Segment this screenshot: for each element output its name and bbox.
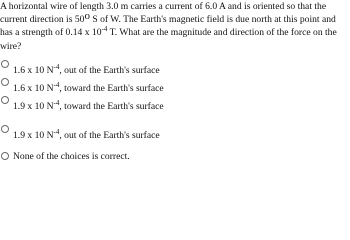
answer-choice-1-label [13, 65, 160, 77]
question-line-3 [0, 26, 348, 39]
answer-choice-4-label [13, 130, 160, 142]
answer-1-rest: , out of the Earth's surface [59, 65, 160, 76]
answer-choice-2-label [13, 83, 164, 95]
field-exponent: -4 [101, 25, 108, 34]
radio-button-4[interactable] [1, 125, 9, 133]
answer-1-base: 1.6 x 10 N [13, 65, 54, 76]
answer-2-exponent: -4 [53, 81, 60, 89]
answer-3-exponent: -4 [53, 99, 60, 107]
radio-button-3[interactable] [1, 96, 9, 104]
radio-button-2[interactable] [1, 78, 9, 86]
radio-button-5[interactable] [1, 152, 9, 160]
answer-4-exponent: -4 [53, 128, 60, 136]
answer-choice-1[interactable] [0, 60, 348, 74]
answer-choice-3-label [13, 101, 164, 113]
question-line-2 [0, 10, 348, 26]
answer-4-rest: , out of the Earth's surface [59, 130, 160, 141]
answer-2-base: 1.6 x 10 N [13, 83, 54, 94]
question-text [0, 0, 348, 53]
question-line-1: A horizontal wire of length 3.0 m carries a current of 6.0 A and is oriented so that the [0, 1, 327, 12]
degree-symbol: o [84, 10, 90, 23]
question-line-3-end: T. What are the magnitude and direction of the force on the [107, 27, 337, 39]
answer-2-rest: , toward the Earth's surface [59, 83, 164, 94]
answer-choice-5-label: None of the choices is correct. [13, 151, 130, 162]
answer-3-rest: , toward the Earth's surface [59, 101, 164, 112]
answer-4-base: 1.9 x 10 N [13, 130, 54, 141]
answer-choice-3[interactable] [0, 96, 348, 110]
question-line-4: wire? [0, 40, 22, 52]
answer-1-exponent: -4 [53, 63, 60, 71]
question-line-2-end: S of W. The Earth's magnetic field is due north at this point and [89, 14, 336, 26]
answer-3-base: 1.9 x 10 N [13, 101, 54, 112]
answer-choice-4[interactable] [0, 125, 348, 139]
radio-button-1[interactable] [1, 60, 9, 68]
answer-choice-2[interactable] [0, 78, 348, 92]
question-line-3-start: has a strength of 0.14 x 10 [0, 27, 102, 39]
question-line-2-start: current direction is 50 [0, 14, 85, 26]
answer-choice-5[interactable] [0, 150, 348, 164]
